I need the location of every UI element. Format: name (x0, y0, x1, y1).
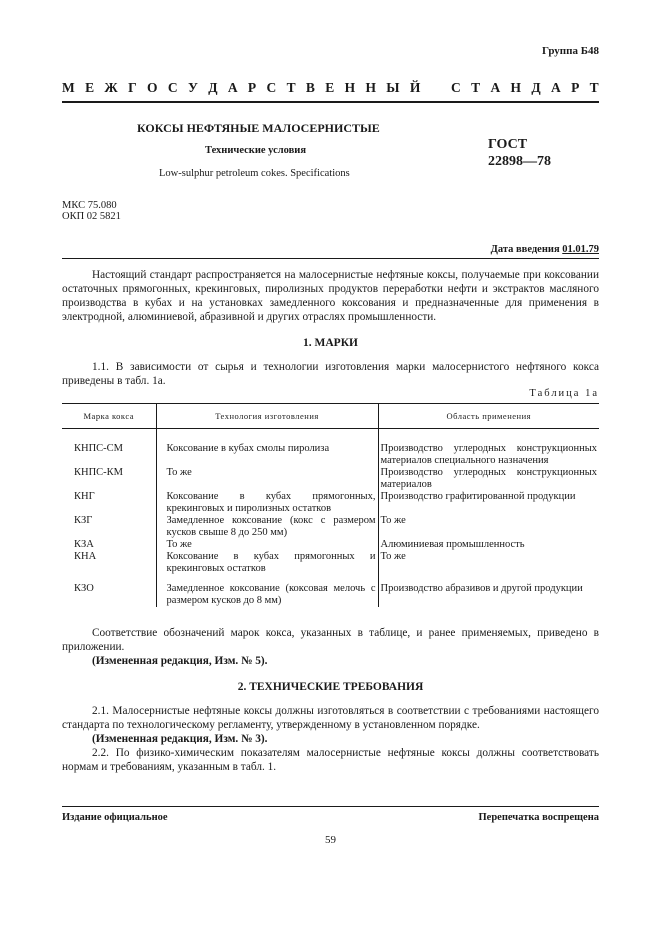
technology-cell: Замедленное коксование (коксовая мелочь с размером кусков до 8 мм) (156, 575, 378, 607)
okp-code: ОКП 02 5821 (62, 211, 121, 222)
banner-letter: Н (344, 80, 356, 95)
banner-letter: Й (409, 80, 421, 95)
document-subtitle: Технические условия (205, 145, 307, 156)
section-2-heading: 2. ТЕХНИЧЕСКИЕ ТРЕБОВАНИЯ (237, 681, 424, 693)
gost-designation (488, 136, 551, 170)
document-title: КОКСЫ НЕФТЯНЫЕ МАЛОСЕРНИСТЫЕ (137, 121, 380, 135)
application-cell: Производство углеродных конструкционных материалов (378, 467, 599, 491)
section-2-paragraph-2: 2.2. По физико-химическим показателям малосернистые нефтяные коксы должны соответствовать нормам и требованиям, указанным в табл. 1. (62, 747, 599, 773)
group-code: Группа Б48 (542, 45, 599, 57)
banner-letter: В (305, 80, 315, 95)
technology-cell: Коксование в кубах прямогонных, крекинговых и пиролизных остатков (156, 491, 378, 515)
banner-letter: У (187, 80, 198, 95)
section-2-edit-note: (Измененная редакция, Изм. № 3). (92, 733, 268, 745)
banner-letter: А (551, 80, 561, 95)
section-1-edit-note: (Измененная редакция, Изм. № 5). (92, 655, 268, 667)
application-cell: То же (378, 515, 599, 539)
table-row (62, 515, 599, 539)
grade-cell: КНПС-СМ (74, 443, 124, 454)
banner-letter: Е (325, 80, 335, 95)
table-1a (62, 403, 599, 607)
banner-letter: М (62, 80, 75, 95)
header-grade: Марка кокса (62, 404, 156, 429)
standard-banner (62, 80, 599, 96)
banner-letter: А (227, 80, 238, 95)
application-cell: Алюминиевая промышленность (378, 539, 599, 551)
banner-letter: Р (571, 80, 580, 95)
grade-cell: КНА (74, 551, 97, 562)
banner-letter: Н (510, 80, 522, 95)
introduction-date (491, 244, 599, 255)
banner-letter: Д (531, 80, 541, 95)
section-1-heading: 1. МАРКИ (303, 337, 358, 349)
section-1-paragraph-1: 1.1. В зависимости от сырья и технологии изготовления марки малосернистого нефтяного кокса приведены в табл. 1а. (62, 361, 599, 387)
header-technology: Технология изготовления (156, 404, 378, 429)
application-cell: Производство абразивов и другой продукции (378, 575, 599, 607)
banner-letter: Т (286, 80, 296, 95)
banner-letter: О (147, 80, 158, 95)
page-number: 59 (325, 834, 336, 846)
grade-cell: КЗО (74, 583, 94, 594)
table-1a-caption: Таблица 1а (529, 388, 599, 399)
english-title: Low-sulphur petroleum cokes. Specifications (159, 168, 350, 179)
banner-rule (62, 101, 599, 103)
technology-cell: Коксование в кубах смолы пиролиза (156, 429, 378, 468)
technology-cell: Замедленное коксование (кокс с размером кусков свыше 8 до 250 мм) (156, 515, 378, 539)
header-application: Область применения (378, 404, 599, 429)
table-header-row (62, 404, 599, 429)
banner-letter: С (451, 80, 461, 95)
table-row (62, 429, 599, 468)
table-row (62, 551, 599, 575)
banner-letter: Д (208, 80, 218, 95)
table-row (62, 467, 599, 491)
banner-letter: А (490, 80, 501, 95)
banner-letter: Ж (104, 80, 118, 95)
banner-letter: Е (85, 80, 95, 95)
classification-codes (62, 200, 121, 222)
gost-number: 22898—78 (488, 154, 551, 169)
banner-letter: Н (365, 80, 376, 95)
gost-label: ГОСТ (488, 137, 528, 152)
banner-letter: С (167, 80, 178, 95)
mks-code: МКС 75.080 (62, 200, 117, 211)
application-cell: Производство графитированной продукции (378, 491, 599, 515)
footer-rule (62, 806, 599, 807)
technology-cell: Коксование в кубах прямогонных и крекинговых остатков (156, 551, 378, 575)
section-1-paragraph-2: Соответствие обозначений марок кокса, указанных в таблице, и ранее применяемых, приведено в приложении. (62, 627, 599, 653)
section-2-paragraph-1: 2.1. Малосернистые нефтяные коксы должны изготовляться в соответствии с требованиями настоящего стандарта по технологическому регламенту, утвержденному в установленном порядке. (62, 705, 599, 731)
banner-letter: Ы (386, 80, 400, 95)
table-row (62, 575, 599, 607)
introduction-date-value: 01.01.79 (562, 244, 599, 255)
banner-letter: Р (247, 80, 257, 95)
grade-cell: КЗГ (74, 515, 93, 526)
grade-cell: КНГ (74, 491, 95, 502)
intro-paragraph: Настоящий стандарт распространяется на малосернистые нефтяные коксы, получаемые при коксовании остаточных прямогонных, крекинговых, пиролизных продуктов переработки нефти и экстрактов масляного производства в кубах и на установках замедленного коксования и предназначенные для применения в электродной, алюминиевой, абразивной и других отраслях промышленности. (62, 269, 599, 323)
application-cell: То же (378, 551, 599, 575)
footer-official-edition: Издание официальное (62, 812, 168, 823)
table-row (62, 539, 599, 551)
banner-letter: Т (471, 80, 481, 95)
technology-cell: То же (156, 467, 378, 491)
application-cell: Производство углеродных конструкционных материалов специального назначения (378, 429, 599, 468)
banner-letter: С (266, 80, 277, 95)
table-row (62, 491, 599, 515)
footer-reprint-notice: Перепечатка воспрещена (478, 812, 599, 823)
banner-gap (431, 80, 441, 96)
grade-cell: КЗА (74, 539, 94, 550)
date-rule (62, 258, 599, 259)
banner-letter: Т (589, 80, 599, 95)
technology-cell: То же (156, 539, 378, 551)
introduction-date-label: Дата введения (490, 244, 560, 255)
grade-cell: КНПС-КМ (74, 467, 124, 478)
banner-letter: Г (128, 80, 137, 95)
